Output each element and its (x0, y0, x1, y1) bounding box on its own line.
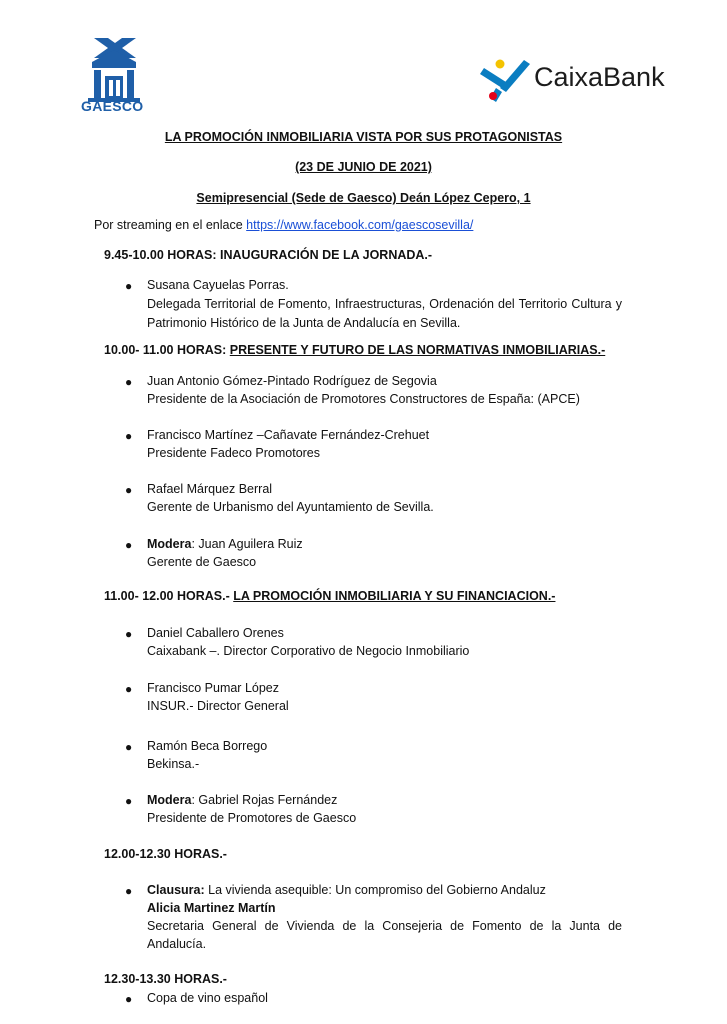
session-topic: LA PROMOCIÓN INMOBILIARIA Y SU FINANCIACION.- (233, 589, 556, 603)
speaker-role: Secretaria General de Vivienda de la Consejeria de Fomento de la Junta de Andalucía. (147, 919, 622, 951)
gaesco-building-icon (78, 36, 152, 102)
speaker-name: Rafael Márquez Berral (147, 482, 273, 496)
streaming-line (94, 218, 473, 232)
speaker-role: Presidente Fadeco Promotores (147, 446, 321, 460)
caixabank-logo (480, 58, 680, 102)
speaker-name: Susana Cayuelas Porras. (147, 278, 289, 292)
item-text: Copa de vino español (147, 991, 268, 1005)
gaesco-logo (78, 36, 152, 116)
session-heading (104, 589, 555, 603)
bullet-icon: ● (125, 794, 133, 808)
session-time: 11.00- 12.00 HORAS.- (104, 589, 234, 603)
bullet-icon: ● (125, 627, 133, 641)
bullet-icon: ● (125, 429, 133, 443)
streaming-prefix: Por streaming en el enlace (94, 218, 247, 232)
bullet-icon: ● (125, 740, 133, 754)
session-heading: 12.00-12.30 HORAS.- (104, 847, 227, 861)
closing-label: Clausura: (147, 883, 205, 897)
moderator-line (147, 793, 337, 807)
speaker-name: Alicia Martinez Martín (147, 901, 276, 915)
session-heading: 9.45-10.00 HORAS: INAUGURACIÓN DE LA JORNADA.- (104, 248, 433, 262)
speaker-name: Juan Antonio Gómez-Pintado Rodríguez de Segovia (147, 374, 437, 388)
speaker-name: Francisco Martínez –Cañavate Fernández-Crehuet (147, 428, 430, 442)
speaker-name: Ramón Beca Borrego (147, 739, 268, 753)
speaker-role: Gerente de Gaesco (147, 555, 257, 569)
caixabank-logo-text: CaixaBank (534, 62, 665, 92)
moderator-name: : Juan Aguilera Ruiz (191, 537, 303, 551)
gaesco-logo-text: GAESCO (81, 98, 144, 114)
speaker-role: Presidente de Promotores de Gaesco (147, 811, 357, 825)
bullet-icon: ● (125, 538, 133, 552)
event-date: (23 DE JUNIO DE 2021) (295, 160, 432, 174)
bullet-icon: ● (125, 682, 133, 696)
session-heading (104, 343, 605, 357)
bullet-icon: ● (125, 992, 133, 1006)
bullet-icon: ● (125, 375, 133, 389)
closing-topic: La vivienda asequible: Un compromiso del Gobierno Andaluz (204, 883, 546, 897)
event-venue: Semipresencial (Sede de Gaesco) Deán López Cepero, 1 (196, 191, 531, 205)
speaker-name: Francisco Pumar López (147, 681, 280, 695)
speaker-role: Bekinsa.- (147, 757, 200, 771)
speaker-role: INSUR.- Director General (147, 699, 289, 713)
moderator-name: : Gabriel Rojas Fernández (191, 793, 338, 807)
closing-line (147, 883, 546, 897)
session-time: 10.00- 11.00 HORAS (104, 343, 223, 357)
speaker-name: Daniel Caballero Orenes (147, 626, 284, 640)
session-sep: : (222, 343, 230, 357)
caixabank-star-icon (480, 58, 530, 102)
speaker-role: Presidente de la Asociación de Promotores Constructores de España: (APCE) (147, 392, 580, 406)
moderator-label: Modera (147, 537, 192, 551)
moderator-line (147, 537, 303, 551)
document-title: LA PROMOCIÓN INMOBILIARIA VISTA POR SUS PROTAGONISTAS (164, 130, 563, 144)
bullet-icon: ● (125, 279, 133, 293)
session-heading: 12.30-13.30 HORAS.- (104, 972, 227, 986)
speaker-role: Gerente de Urbanismo del Ayuntamiento de Sevilla. (147, 500, 434, 514)
bullet-icon: ● (125, 884, 133, 898)
moderator-label: Modera (147, 793, 192, 807)
session-topic: PRESENTE Y FUTURO DE LAS NORMATIVAS INMOBILIARIAS.- (229, 343, 606, 357)
speaker-role: Delegada Territorial de Fomento, Infraestructuras, Ordenación del Territorio Cultura y Patrimonio Histórico de la Junta de Andalucía en Sevilla. (147, 297, 622, 330)
streaming-link[interactable]: https://www.facebook.com/gaescosevilla/ (246, 218, 474, 232)
bullet-icon: ● (125, 483, 133, 497)
speaker-role: Caixabank –. Director Corporativo de Negocio Inmobiliario (147, 644, 470, 658)
